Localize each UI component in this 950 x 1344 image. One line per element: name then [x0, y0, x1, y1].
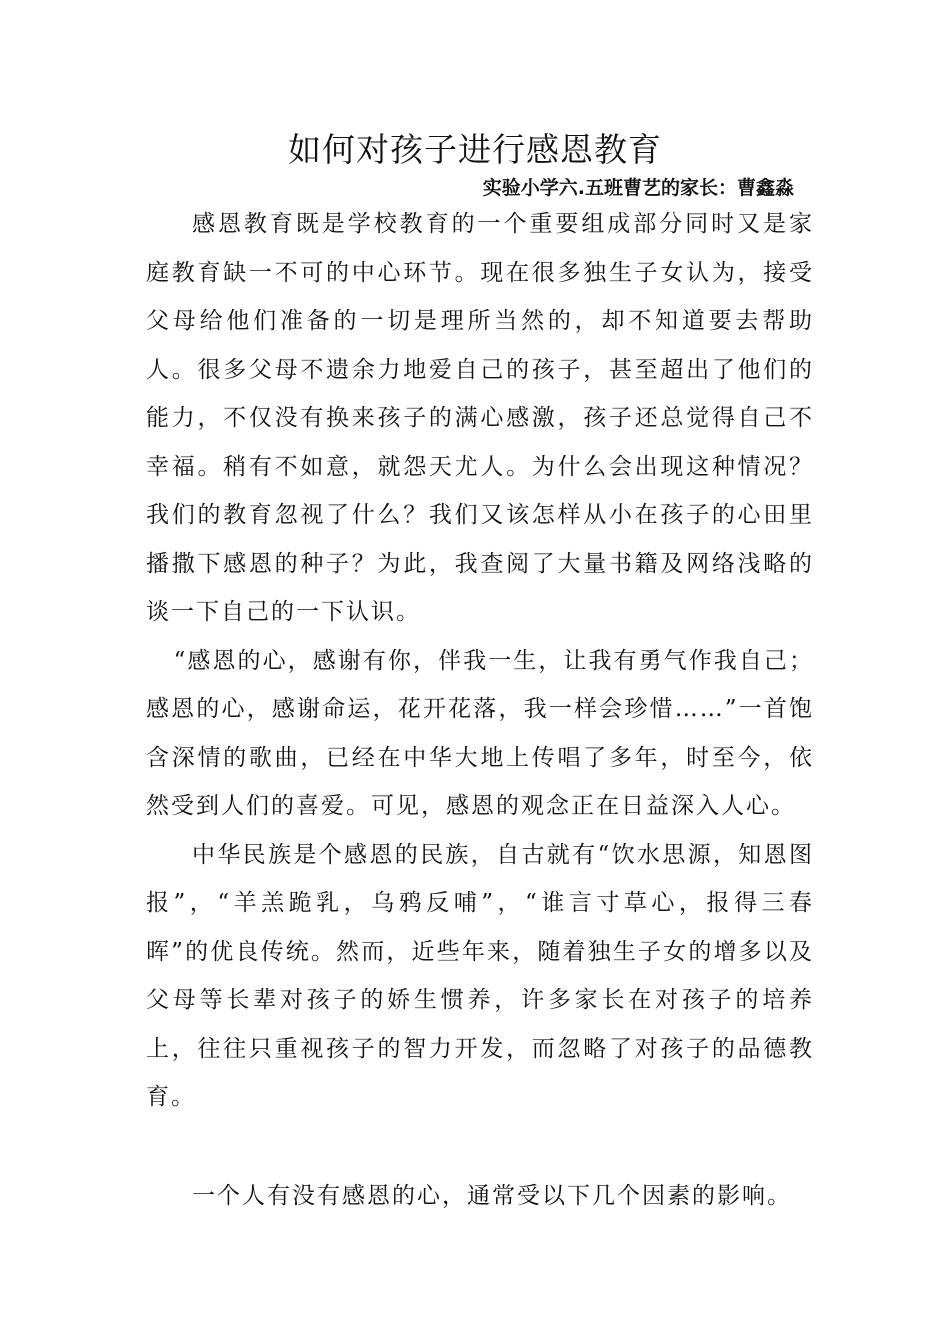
document-title: 如何对孩子进行感恩教育 [288, 130, 662, 169]
paragraph-intro: 感恩教育既是学校教育的一个重要组成部分同时又是家庭教育缺一不可的中心环节。现在很多独生子女认为，接受父母给他们准备的一切是理所当然的，却不知道要去帮助人。很多父母不遗余力地爱自己的孩子，甚至超出了他们的能力，不仅没有换来孩子的满心感激，孩子还总觉得自己不幸福。稍有不如意，就怨天尤人。为什么会出现这种情况？我们的教育忽视了什么？我们又该怎样从小在孩子的心田里播撒下感恩的种子？为此，我查阅了大量书籍及网络浅略的谈一下自己的一下认识。 [146, 211, 814, 625]
document-author: 实验小学六.五班曹艺的家长：曹鑫淼 [482, 177, 794, 199]
paragraph-song-quote: “感恩的心，感谢有你，伴我一生，让我有勇气作我自己；感恩的心，感谢命运，花开花落，我一样会珍惜……”一首饱含深情的歌曲，已经在中华大地上传唱了多年，时至今，依然受到人们的喜爱。可见，感恩的观念正在日益深入人心。 [146, 647, 814, 819]
paragraph-tradition: 中华民族是个感恩的民族，自古就有“饮水思源，知恩图报”，“羊羔跪乳，乌鸦反哺”，“谁言寸草心，报得三春晖”的优良传统。然而，近些年来，随着独生子女的增多以及父母等长辈对孩子的娇生惯养，许多家长在对孩子的培养上，往往只重视孩子的智力开发，而忽略了对孩子的品德教育。 [146, 841, 814, 1110]
document-body [146, 200, 814, 1220]
paragraph-factors: 一个人有没有感恩的心，通常受以下几个因素的影响。 [192, 1182, 792, 1209]
